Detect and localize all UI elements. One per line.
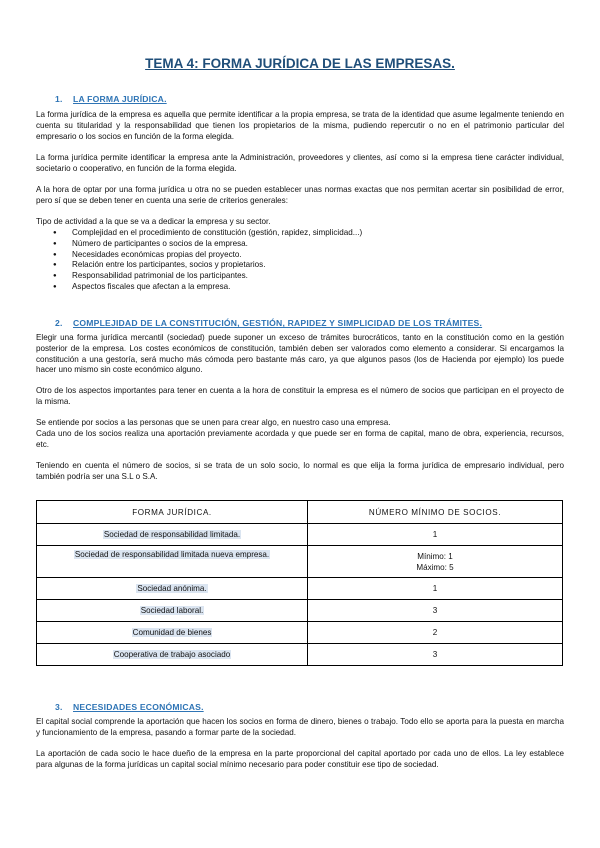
table-cell <box>308 546 563 578</box>
section-2-paragraph: Se entiende por socios a las personas que se unen para crear algo, en nuestro caso una empresa. <box>36 418 391 427</box>
section-3-title: NECESIDADES ECONÓMICAS. <box>73 702 204 712</box>
document-title: TEMA 4: FORMA JURÍDICA DE LAS EMPRESAS. <box>145 56 455 71</box>
section-2-paragraph: Elegir una forma jurídica mercantil (sociedad) puede suponer un exceso de trámites burocráticos, tanto en la constitución como en la gestión posterior de la empresa. Los costes económicos de constitución, también deben ser valorados como elemento a considerar. Si encargamos la constitución a una gestoría, será mucho más cómoda pero bastante más caro, ya que algunos pasos (los de Hacienda por ejemplo) los puede hacer uno mismo sin coste económico alguno. <box>36 333 564 375</box>
section-3-paragraph: La aportación de cada socio le hace dueño de la empresa en la parte proporcional del capital aportado por cada uno de ellos. La ley establece para algunas de la forma jurídicas un capital social mínimo necesario para poder constituir ese tipo de sociedad. <box>36 749 564 769</box>
table-cell <box>37 578 308 600</box>
legal-form-name: Sociedad de responsabilidad limitada nueva empresa. <box>74 550 270 559</box>
table-row <box>37 644 563 666</box>
list-item: ● Responsabilidad patrimonial de los participantes. <box>36 271 362 282</box>
table-cell: 3 <box>308 644 563 666</box>
table-cell <box>37 622 308 644</box>
table-header-row <box>37 501 563 524</box>
legal-form-name: Comunidad de bienes <box>132 628 212 637</box>
section-3-paragraph: El capital social comprende la aportación que hacen los socios en forma de dinero, bienes o trabajo. Todo ello se aporta para la puesta en marcha y funcionamiento de la empresa, pasando a formar parte de la sociedad. <box>36 717 564 737</box>
legal-form-name: Sociedad de responsabilidad limitada. <box>103 530 241 539</box>
section-2-number: 2. <box>55 318 63 328</box>
table-row <box>37 524 563 546</box>
section-3-number: 3. <box>55 702 63 712</box>
section-2-heading <box>55 318 482 328</box>
section-3-heading <box>55 702 204 712</box>
legal-forms-table <box>36 500 563 666</box>
list-item: ● Relación entre los participantes, socios y propietarios. <box>36 260 362 271</box>
list-item: ● Complejidad en el procedimiento de constitución (gestión, rapidez, simplicidad...) <box>36 228 362 239</box>
table-row <box>37 622 563 644</box>
section-1-paragraph: Tipo de actividad a la que se va a dedicar la empresa y su sector. <box>36 217 271 226</box>
section-1-title: LA FORMA JURÍDICA. <box>73 94 167 104</box>
table-cell <box>37 524 308 546</box>
table-row <box>37 600 563 622</box>
maximum-partners: Máximo: 5 <box>416 562 454 572</box>
list-item: ● Aspectos fiscales que afectan a la empresa. <box>36 282 362 293</box>
section-2-paragraph: Cada uno de los socios realiza una aportación previamente acordada y que puede ser en forma de capital, mano de obra, experiencia, recursos, etc. <box>36 429 564 449</box>
list-item: ● Necesidades económicas propias del proyecto. <box>36 250 362 261</box>
section-1-paragraph: A la hora de optar por una forma jurídica u otra no se pueden establecer unas normas exactas que nos permitan acertar sin posibilidad de error, pero sí que se deben tener en cuenta una serie de criterios generales: <box>36 185 564 205</box>
table-cell <box>37 644 308 666</box>
table-cell: 2 <box>308 622 563 644</box>
table-cell: 3 <box>308 600 563 622</box>
list-item: ● Número de participantes o socios de la empresa. <box>36 239 362 250</box>
legal-form-name: Sociedad anónima. <box>137 584 207 593</box>
minimum-partners: Mínimo: 1 <box>417 551 453 561</box>
table-header-cell: FORMA JURÍDICA. <box>37 501 308 524</box>
section-2-title: COMPLEJIDAD DE LA CONSTITUCIÓN, GESTIÓN, RAPIDEZ Y SIMPLICIDAD DE LOS TRÁMITES. <box>73 318 483 328</box>
section-1-paragraph: La forma jurídica de la empresa es aquella que permite identificar a la propia empresa, se trata de la identidad que asume legalmente teniendo en cuenta su titularidad y la responsabilidad que tienen los propietarios de la misma, pudiendo repercutir o no en el patrimonio particular del empresario o los socios en función de la forma elegida. <box>36 110 564 141</box>
section-1-paragraph: La forma jurídica permite identificar la empresa ante la Administración, proveedores y clientes, así como si la empresa tiene carácter individual, societario o cooperativo, en función de la forma elegida. <box>36 153 564 173</box>
table-cell: 1 <box>308 578 563 600</box>
table-row <box>37 578 563 600</box>
criteria-list <box>36 228 362 293</box>
table-cell <box>37 546 308 578</box>
table-cell: 1 <box>308 524 563 546</box>
legal-form-name: Sociedad laboral. <box>140 606 204 615</box>
section-1-number: 1. <box>55 94 63 104</box>
section-2-paragraph: Otro de los aspectos importantes para tener en cuenta a la hora de constituir la empresa es el número de socios que participan en el proyecto de la misma. <box>36 386 564 406</box>
legal-form-name: Cooperativa de trabajo asociado <box>113 650 231 659</box>
table-cell <box>37 600 308 622</box>
section-2-paragraph: Teniendo en cuenta el número de socios, si se trata de un solo socio, lo normal es que elija la forma jurídica de empresario individual, pero también podría ser una S.L o S.A. <box>36 461 564 481</box>
table-header-cell: NÚMERO MÍNIMO DE SOCIOS. <box>308 501 563 524</box>
section-1-heading <box>55 94 167 104</box>
table-row <box>37 546 563 578</box>
